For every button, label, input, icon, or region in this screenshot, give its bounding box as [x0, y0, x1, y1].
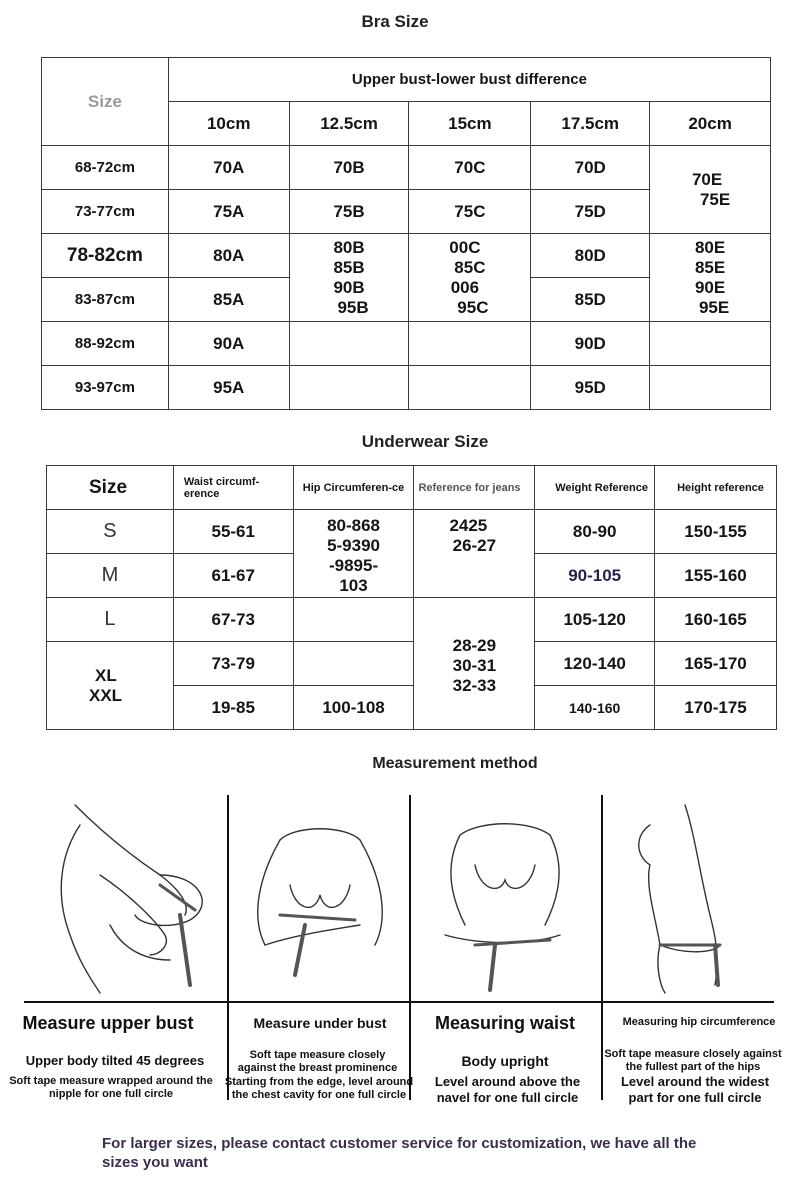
cell: 32-33	[452, 676, 497, 695]
hip-header: Hip Circumferen-ce	[293, 466, 414, 510]
cell: 61-67	[173, 554, 293, 598]
table-row	[47, 642, 777, 686]
cell: 2425	[449, 516, 488, 535]
table-row	[47, 510, 777, 554]
method-name: Measuring waist	[434, 1013, 576, 1033]
method-step: Soft tape measure closely against the breast prominence	[237, 1049, 398, 1074]
range-cell: 83-87cm	[42, 278, 169, 322]
footer-note: For larger sizes, please contact customer service for customization, we have all the sizes you want	[102, 1135, 697, 1171]
cell: 70C	[409, 146, 531, 190]
table-row	[42, 234, 771, 278]
cell: 19-85	[173, 686, 293, 730]
hip-stack	[293, 510, 414, 598]
empty-cell	[409, 322, 531, 366]
underwear-size-title: Underwear Size	[361, 432, 489, 451]
method-step: Soft tape measure wrapped around the nipple for one full circle	[9, 1075, 213, 1100]
cell: 103	[339, 576, 368, 595]
size-label: M	[47, 554, 174, 598]
cell: 70E	[691, 169, 723, 189]
method-step: Upper body tilted 45 degrees	[25, 1053, 205, 1068]
range-cell: 73-77cm	[42, 190, 169, 234]
cell: 90E	[694, 277, 726, 297]
range-cell: 88-92cm	[42, 322, 169, 366]
hip-illustration	[615, 795, 775, 995]
cell-e-stack	[650, 234, 771, 322]
underwear-size-table	[46, 465, 777, 730]
empty-cell	[293, 642, 414, 686]
size-label: S	[47, 510, 174, 554]
cell: 120-140	[535, 642, 655, 686]
cell: 28-29	[452, 636, 497, 655]
cell: 85C	[454, 257, 486, 277]
table-row	[42, 322, 771, 366]
cell-b-stack	[289, 234, 409, 322]
method-step: Starting from the edge, level around the chest cavity for one full circle	[224, 1076, 414, 1101]
cell: 90D	[531, 322, 650, 366]
size-label: XL	[95, 665, 117, 685]
cell: -9895-	[328, 556, 379, 575]
table-row	[42, 366, 771, 410]
col-header: 17.5cm	[531, 102, 650, 146]
weight-header: Weight Reference	[535, 466, 655, 510]
cell: 160-165	[655, 598, 777, 642]
difference-header: Upper bust-lower bust difference	[168, 58, 770, 102]
size-header: Size	[42, 58, 169, 146]
range-cell: 68-72cm	[42, 146, 169, 190]
cell: 75B	[289, 190, 409, 234]
bra-size-title: Bra Size	[361, 12, 429, 31]
col-header: 15cm	[409, 102, 531, 146]
cell: 80-868	[327, 516, 380, 535]
cell: 150-155	[655, 510, 777, 554]
cell: 85E	[694, 257, 726, 277]
cell: 80-90	[535, 510, 655, 554]
waist-illustration	[420, 795, 590, 995]
col-header: 12.5cm	[289, 102, 409, 146]
method-name: Measure upper bust	[22, 1013, 194, 1033]
xl-label-stack	[47, 642, 174, 730]
cell: 70B	[289, 146, 409, 190]
jeans-header: Reference for jeans	[414, 466, 535, 510]
cell: 85B	[333, 257, 365, 277]
bra-size-table	[41, 57, 771, 410]
size-header: Size	[47, 466, 174, 510]
cell: 95C	[457, 297, 489, 317]
cell: 30-31	[452, 656, 497, 675]
size-label: L	[47, 598, 174, 642]
table-row	[42, 146, 771, 190]
cell-e-stack	[650, 146, 771, 234]
cell: 80B	[333, 237, 365, 257]
divider	[601, 795, 603, 1100]
empty-cell	[289, 322, 409, 366]
cell: 95A	[168, 366, 289, 410]
cell: 165-170	[655, 642, 777, 686]
method-name: Measure under bust	[253, 1015, 387, 1031]
col-header: 10cm	[168, 102, 289, 146]
cell: 80E	[694, 237, 726, 257]
method-step: Body upright	[461, 1053, 549, 1069]
size-label: XXL	[89, 685, 123, 705]
cell: 80D	[531, 234, 650, 278]
cell: 75E	[699, 189, 731, 209]
cell: 155-160	[655, 554, 777, 598]
cell: 100-108	[293, 686, 414, 730]
cell: 105-120	[535, 598, 655, 642]
cell: 90-105	[535, 554, 655, 598]
divider	[24, 1001, 774, 1003]
cell: 00C	[449, 237, 481, 257]
cell: 95E	[698, 297, 730, 317]
cell: 006	[450, 277, 480, 297]
method-step: Level around above the navel for one full circle	[434, 1074, 581, 1105]
cell: 90A	[168, 322, 289, 366]
divider	[409, 795, 411, 1100]
empty-cell	[650, 366, 771, 410]
cell: 73-79	[173, 642, 293, 686]
empty-cell	[650, 322, 771, 366]
empty-cell	[409, 366, 531, 410]
cell: 5-9390	[327, 536, 380, 555]
cell: 26-27	[452, 536, 497, 555]
range-cell: 78-82cm	[42, 234, 169, 278]
cell: 80A	[168, 234, 289, 278]
divider	[227, 795, 229, 1100]
cell: 170-175	[655, 686, 777, 730]
jeans-stack	[414, 598, 535, 730]
under-bust-illustration	[235, 795, 405, 995]
empty-cell	[289, 366, 409, 410]
col-header: 20cm	[650, 102, 771, 146]
cell: 95D	[531, 366, 650, 410]
range-cell: 93-97cm	[42, 366, 169, 410]
method-step: Soft tape measure closely against the fullest part of the hips	[604, 1048, 782, 1073]
cell: 85D	[531, 278, 650, 322]
cell-c-stack	[409, 234, 531, 322]
height-header: Height reference	[655, 466, 777, 510]
empty-cell	[293, 598, 414, 642]
cell: 75D	[531, 190, 650, 234]
waist-header: Waist circumf-erence	[173, 466, 293, 510]
jeans-stack	[414, 510, 535, 598]
cell: 85A	[168, 278, 289, 322]
method-name: Measuring hip circumference	[622, 1016, 776, 1028]
method-step: Level around the widest part for one full circle	[620, 1074, 770, 1105]
cell: 70A	[168, 146, 289, 190]
cell: 75C	[409, 190, 531, 234]
cell: 70D	[531, 146, 650, 190]
cell: 140-160	[535, 686, 655, 730]
cell: 67-73	[173, 598, 293, 642]
upper-bust-illustration	[40, 795, 225, 995]
cell: 75A	[168, 190, 289, 234]
measurement-title: Measurement method	[372, 755, 538, 772]
cell: 90B	[333, 277, 365, 297]
cell: 55-61	[173, 510, 293, 554]
cell: 95B	[337, 297, 369, 317]
table-row	[47, 598, 777, 642]
